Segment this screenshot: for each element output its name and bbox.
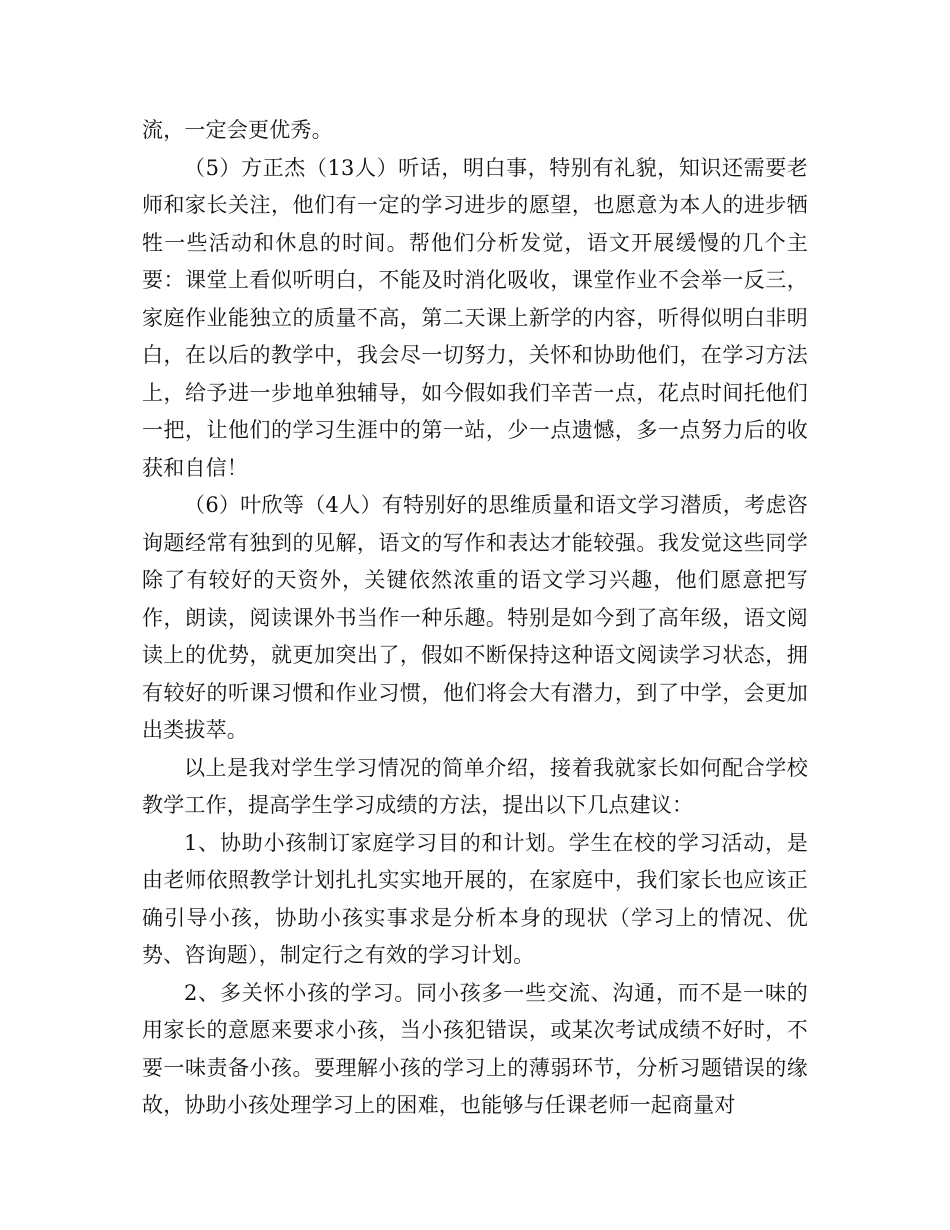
paragraph-suggestion-2: 2、多关怀小孩的学习。同小孩多一些交流、沟通，而不是一味的用家长的意愿来要求小孩，当小孩犯错误，或某次考试成绩不好时，不要一味责备小孩。要理解小孩的学习上的薄弱环节，分析习题错误的缘故，协助小孩处理学习上的困难，也能够与任课老师一起商量对 (142, 980, 808, 1117)
document-body (142, 112, 808, 1125)
paragraph-student-group-6: （6）叶欣等（4人）有特别好的思维质量和语文学习潜质，考虑咨询题经常有独到的见解，语文的写作和表达才能较强。我发觉这些同学除了有较好的天资外，关键依然浓重的语文学习兴趣，他们愿意把写作，朗读，阅读课外书当作一种乐趣。特别是如今到了高年级，语文阅读上的优势，就更加突出了，假如不断保持这种语文阅读学习状态，拥有较好的听课习惯和作业习惯，他们将会大有潜力，到了中学，会更加出类拔萃。 (142, 493, 808, 742)
paragraph-student-group-5: （5）方正杰（13人）听话，明白事，特别有礼貌，知识还需要老师和家长关注，他们有一定的学习进步的愿望，也愿意为本人的进步牺牲一些活动和休息的时间。帮他们分析发觉，语文开展缓慢的几个主要：课堂上看似听明白，不能及时消化吸收，课堂作业不会举一反三，家庭作业能独立的质量不高，第二天课上新学的内容，听得似明白非明白，在以后的教学中，我会尽一切努力，关怀和协助他们，在学习方法上，给予进一步地单独辅导，如今假如我们辛苦一点，花点时间托他们一把，让他们的学习生涯中的第一站，少一点遗憾，多一点努力后的收获和自信！ (142, 155, 808, 480)
paragraph-continuation: 流，一定会更优秀。 (142, 118, 333, 142)
paragraph-suggestion-1: 1、协助小孩制订家庭学习目的和计划。学生在校的学习活动，是由老师依照教学计划扎扎实实地开展的，在家庭中，我们家长也应该正确引导小孩，协助小孩实事求是分析本身的现状（学习上的情况、优势、咨询题），制定行之有效的学习计划。 (142, 830, 808, 967)
paragraph-summary-intro: 以上是我对学生学习情况的简单介绍，接着我就家长如何配合学校教学工作，提高学生学习成绩的方法，提出以下几点建议： (142, 755, 808, 817)
